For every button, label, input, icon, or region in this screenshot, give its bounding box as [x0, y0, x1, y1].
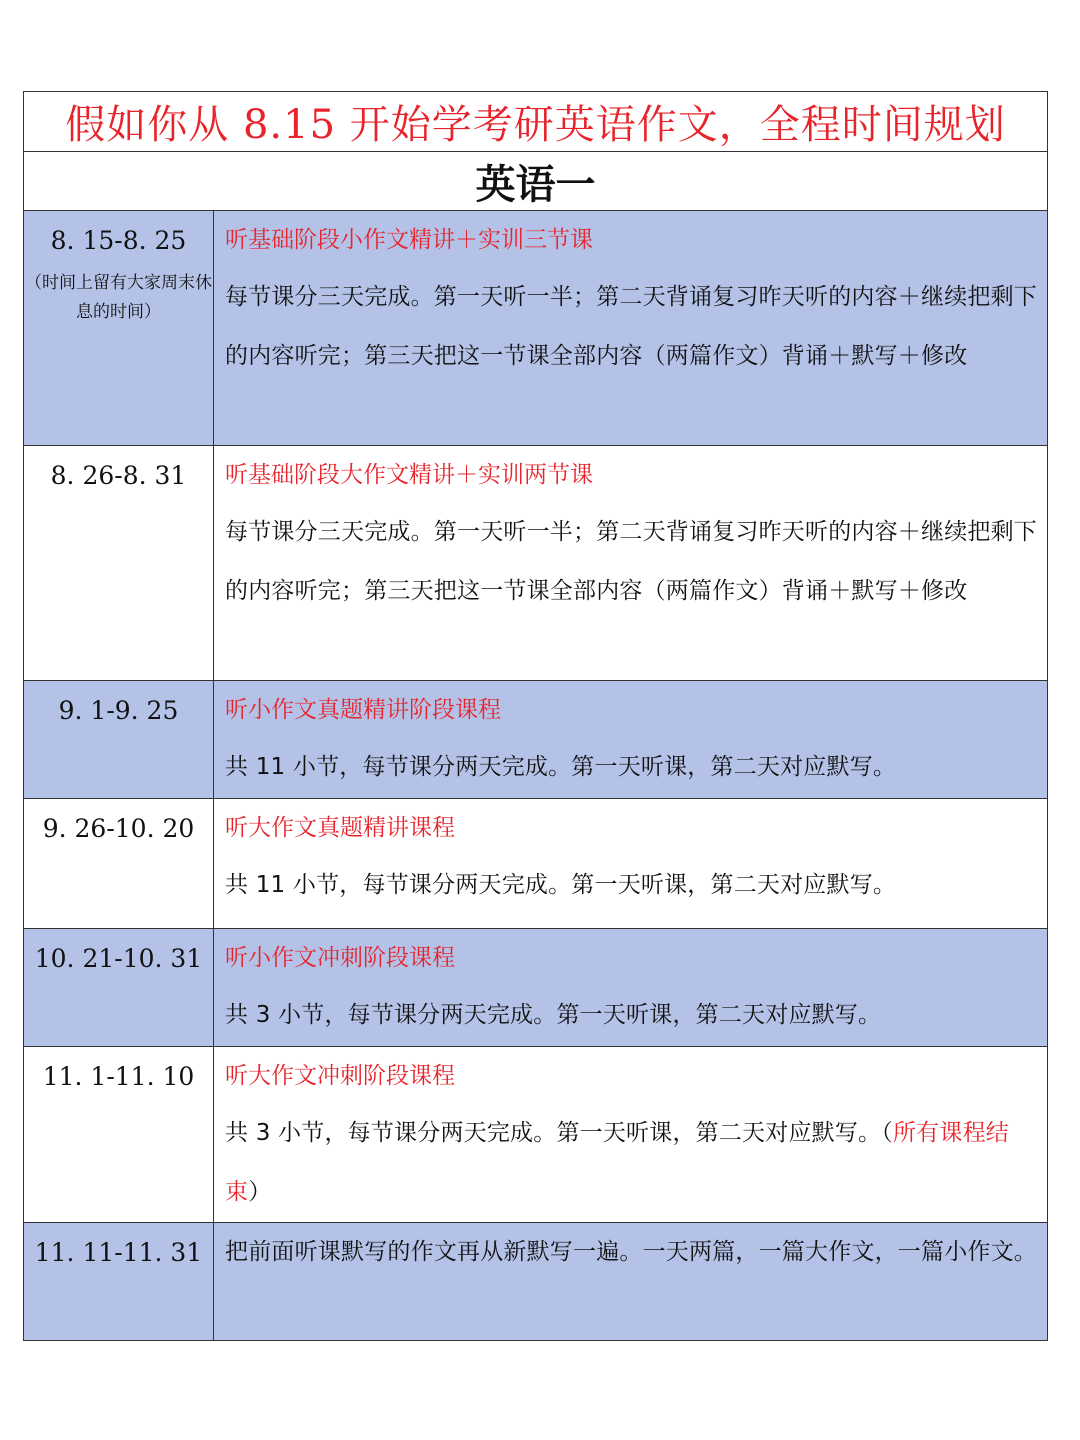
- date-range: 9. 1-9. 25: [58, 696, 179, 725]
- stage-title: 听基础阶段小作文精讲＋实训三节课: [225, 227, 593, 253]
- description-end: ）: [248, 1178, 272, 1205]
- content-cell: [214, 681, 1047, 798]
- stage-title: 听基础阶段大作文精讲＋实训两节课: [225, 462, 593, 488]
- date-range: 11. 1-11. 10: [42, 1062, 195, 1091]
- stage-description: 共 3 小节，每节课分两天完成。第一天听课，第二天对应默写。: [225, 1002, 882, 1028]
- content-cell: [214, 1047, 1047, 1222]
- stage-title: 听大作文冲刺阶段课程: [225, 1063, 455, 1089]
- stage-description: 每节课分三天完成。第一天听一半；第二天背诵复习昨天听的内容＋继续把剩下的内容听完；第三天把这一节课全部内容（两篇作文）背诵＋默写＋修改: [225, 284, 1037, 369]
- table-row: [24, 446, 1047, 681]
- content-cell: [214, 211, 1047, 445]
- date-range: 9. 26-10. 20: [42, 814, 195, 843]
- date-cell: [24, 929, 214, 1046]
- stage-title: 听小作文真题精讲阶段课程: [225, 697, 501, 723]
- date-cell: [24, 681, 214, 798]
- table-row: [24, 1223, 1047, 1340]
- table-subtitle: 英语一: [24, 152, 1047, 211]
- description-text: 共 3 小节，每节课分两天完成。第一天听课，第二天对应默写。（: [225, 1120, 893, 1146]
- table-row: [24, 799, 1047, 929]
- table-row: [24, 211, 1047, 446]
- date-range: 10. 21-10. 31: [34, 944, 203, 973]
- stage-description: [225, 1104, 1039, 1221]
- stage-title: 听大作文真题精讲课程: [225, 815, 455, 841]
- stage-description: 把前面听课默写的作文再从新默写一遍。一天两篇，一篇大作文，一篇小作文。: [225, 1239, 1037, 1265]
- stage-description: 共 11 小节，每节课分两天完成。第一天听课，第二天对应默写。: [225, 754, 897, 780]
- date-cell: [24, 1223, 214, 1340]
- date-note: （时间上留有大家周末休息的时间）: [25, 273, 212, 322]
- date-cell: [24, 1047, 214, 1222]
- content-cell: [214, 799, 1047, 928]
- table-row: [24, 681, 1047, 799]
- schedule-table: [23, 91, 1048, 1341]
- date-range: 8. 15-8. 25: [50, 226, 187, 255]
- date-range: 11. 11-11. 31: [34, 1238, 203, 1267]
- stage-title: 听小作文冲刺阶段课程: [225, 945, 455, 971]
- date-cell: [24, 446, 214, 680]
- table-row: [24, 1047, 1047, 1223]
- page-title: 假如你从 8.15 开始学考研英语作文，全程时间规划: [24, 92, 1047, 152]
- content-cell: [214, 1223, 1047, 1340]
- table-row: [24, 929, 1047, 1047]
- date-cell: [24, 211, 214, 445]
- course-end-note: 所有课程结束: [225, 1120, 1009, 1205]
- content-cell: [214, 929, 1047, 1046]
- stage-description: 共 11 小节，每节课分两天完成。第一天听课，第二天对应默写。: [225, 872, 897, 898]
- date-cell: [24, 799, 214, 928]
- stage-description: 每节课分三天完成。第一天听一半；第二天背诵复习昨天听的内容＋继续把剩下的内容听完；第三天把这一节课全部内容（两篇作文）背诵＋默写＋修改: [225, 519, 1037, 604]
- content-cell: [214, 446, 1047, 680]
- date-range: 8. 26-8. 31: [50, 461, 187, 490]
